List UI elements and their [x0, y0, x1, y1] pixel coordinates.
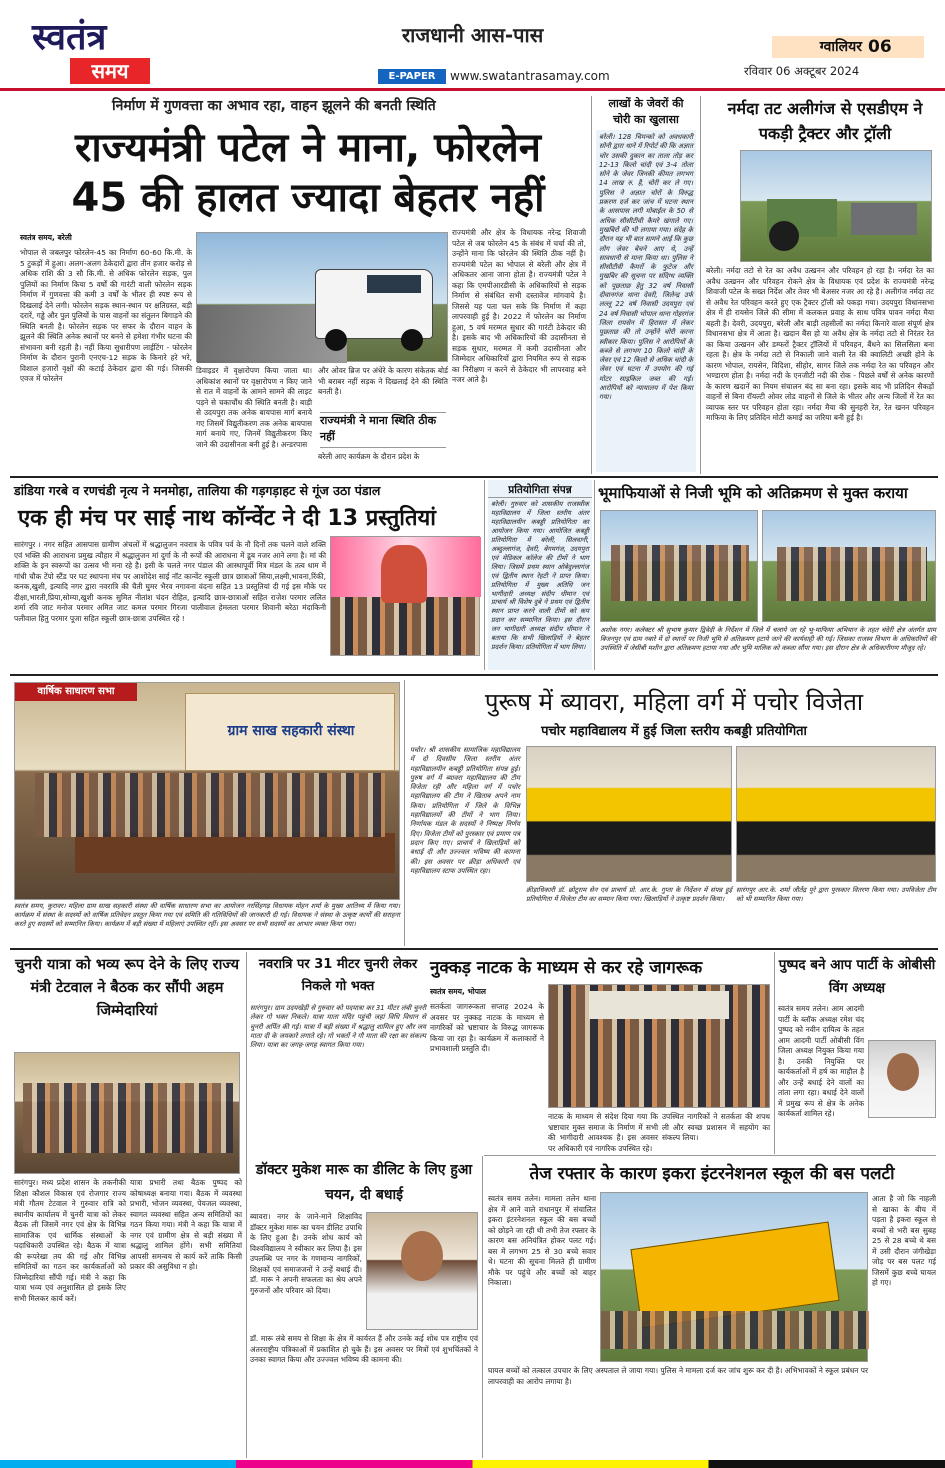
doctor-face — [401, 1231, 443, 1281]
lead-headline-2: 45 की हालत ज्यादा बेहतर नहीं — [71, 175, 545, 221]
bus-headline: तेज रफ्तार के कारण इकरा इंटरनेशनल स्कूल की बस पलटी — [529, 1164, 895, 1184]
sabha-people — [35, 773, 385, 837]
lead-headline-1: राज्यमंत्री पटेल ने माना, फोरलेन — [75, 125, 541, 171]
masthead-rule — [0, 88, 945, 91]
lead-col-3b: बरेली आए कार्यक्रम के दौरान प्रदेश के — [318, 452, 420, 461]
navratri-headline: नवरात्रि पर 31 मीटर चुनरी लेकर निकले गो भक्त — [258, 957, 418, 994]
city-tab — [772, 36, 924, 58]
chunari-body-1: सारंगपुर। मध्य प्रदेश शासन के तकनीकी शिक्षा कौशल विकास एवं रोजगार राज्य मंत्री गौतम टेटवाल ने गुरुवार रात्रि को स्थानीय कार्यालय में चुनरी यात्रा को लेकर बैठक ली जिसमें नगर एवं क्षेत्र के विभिन्न सामाजिक एवं धार्मिक संस्थाओं के पदाधिकारी उपस्थित रहे। बैठक में यात्रा की रूपरेखा तय की गई और विभिन्न समितियों का गठन कर कार्यकर्ताओं को जिम्मेदारियां सौंपी गई। मंत्री ने कहा कि यात्रा भव्य एवं अनुशासित हो इसके लिए सभी मिलकर कार्य करें। — [14, 1178, 126, 1303]
lead-kicker: निर्माण में गुणवत्ता का अभाव रहा, वाहन झूलने की बनती स्थिति — [112, 98, 436, 114]
lead-col-2: डिवाइडर में वृक्षारोपण किया जाता था। अधिकांश स्थानों पर वृक्षारोपण न किए जाने से रात में वाहनों के आमने सामने की लाइट पड़ने से चकाचौंध की स्थिति बनती है। बाड़ी से उदयपुरा तक अनेक बायपास मार्ग बनाये गए जिसमें विद्युतीकरण तक अनेक बायपास मार्ग बनाये गए, जिनमें विद्युतीकरण किए जाने की उदासीनता बनी हुई है। अन्डरपास — [196, 366, 312, 449]
suv-window — [367, 275, 421, 293]
row-rule-4 — [484, 1155, 936, 1156]
nukkad-banner — [589, 991, 729, 1019]
nukkad-body-3: उपस्थित नागरिकों ने सतर्कता की शपथ ली और स्वच्छ प्रशासन में सहयोग का संकल्प लिया। — [662, 1112, 770, 1143]
epaper-badge: E-PAPER — [378, 69, 446, 84]
kabaddi-caption-2: सारंगपुर आर.के. शर्मा जीतेंद्र पुरे द्वारा पुरस्कार वितरण किया गया। उपविजेता टीम को भी सम्मानित किया गया। — [736, 886, 936, 903]
land-people-2 — [777, 547, 927, 601]
lead-pullquote: राज्यमंत्री ने माना स्थिति ठीक नहीं — [320, 412, 446, 448]
highway-photo — [196, 232, 448, 362]
sabha-banner-text: ग्राम साख सहकारी संस्था — [227, 723, 355, 739]
row-rule-2 — [10, 674, 938, 676]
obc-portrait — [868, 1040, 936, 1118]
kabaddi-body: पचोर। श्री शासकीय सामाजिक महाविद्यालय में दो दिवसीय जिला स्तरीय अंतर महाविद्यालयीन कबड्डी प्रतियोगिता संपन्न हुई। पुरुष वर्ग में ब्यावरा महाविद्यालय की टीम विजेता रही और महिला वर्ग में पचोर महाविद्यालय की टीम ने खिताब अपने नाम किया। प्रतियोगिता में जिले के विभिन्न महाविद्यालयों की टीमों ने भाग लिया। निर्णायक मंडल के सदस्यों ने निष्पक्ष निर्णय दिए। विजेता टीमों को पुरस्कार एवं प्रमाण पत्र प्रदान किए गए। प्राचार्य ने खिलाड़ियों को बधाई दी और उज्ज्वल भविष्य की कामना की। इस अवसर पर क्रीड़ा अधिकारी एवं महाविद्यालय स्टाफ उपस्थित रहा। — [410, 746, 520, 875]
goddess-idol — [381, 545, 427, 603]
nukkad-byline: स्वतंत्र समय, भोपाल — [430, 987, 486, 996]
nukkad-body-1: सतर्कता जागरूकता सप्ताह 2024 के अवसर पर नुक्कड़ नाटक के माध्यम से नागरिकों को भ्रष्टाचार के विरुद्ध जागरूक किया जा रहा है। कार्यक्रम में कलाकारों ने प्रभावशाली प्रस्तुति दी। — [430, 1002, 544, 1054]
lead-byline: स्वतंत्र समय, बरेली — [20, 233, 72, 242]
issue-date: रविवार 06 अक्टूबर 2024 — [744, 64, 860, 78]
color-bar — [0, 1460, 945, 1468]
sabha-caption: स्वतंत्र समय, कुरावर। महिला ग्राम साख सहकारी संस्था की वार्षिक साधारण सभा का आयोजन नरसिंहगढ़ विधायक मोहन शर्मा के मुख्य आतिथ्य में किया गया। कार्यक्रम में संस्था के सदस्यों को वार्षिक प्रतिवेदन प्रस्तुत किया गया एवं समिति की गतिविधियों की जानकारी दी गई। विधायक ने संस्था के उत्कृष्ट कार्यों की सराहना करते हुए सदस्यों को सम्मानित किया। कार्यक्रम में बड़ी संख्या में महिलाएं उपस्थित रहीं। इस अवसर पर सभी सदस्यों का आभार व्यक्त किया गया। — [14, 902, 400, 928]
chunari-people — [23, 1083, 233, 1153]
tractor-wheel — [769, 221, 799, 251]
land-photo-2 — [762, 510, 936, 622]
logo-top: स्वतंत्र — [32, 17, 107, 58]
row-rule-1 — [10, 476, 938, 478]
city-name: ग्वालियर — [819, 39, 862, 55]
nukkad-body-2: नाटक के माध्यम से संदेश दिया गया कि भ्रष्टाचार मुक्त समाज के निर्माण में सभी की भागीदारी आवश्यक है। इस अवसर पर अधिकारी एवं नागरिक उपस्थित रहे। — [548, 1112, 658, 1153]
garba-stage-photo — [330, 536, 480, 656]
kabaddi-headline: पुरूष में ब्यावरा, महिला वर्ग में पचोर विजेता — [484, 688, 864, 716]
divider-doctor-bus — [482, 1156, 483, 1458]
land-photo-1 — [600, 510, 758, 622]
obc-body: स्वतंत्र समय तलेन। आम आदमी पार्टी के ब्लॉक अध्यक्ष रमेश चंद पुष्पद को नवीन दायित्व के तहत आम आदमी पार्टी ओबीसी विंग जिला अध्यक्ष नियुक्त किया गया है। उनकी नियुक्ति पर कार्यकर्ताओं में हर्ष का माहौल है और उन्हें बधाई देने वालों का तांता लगा रहा। बधाई देने वालों में प्रमुख रूप से क्षेत्र के अनेक कार्यकर्ता शामिल रहे। — [778, 1004, 864, 1119]
doctor-headline: डॉक्टर मुकेश मारू का डीलिट के लिए हुआ चयन, दी बधाई — [255, 1162, 473, 1203]
navratri-body: सारंगपुर। ग्राम उदयखेड़ी से गुरुवार को पदयात्रा कर 31 मीटर लंबी चुनरी लेकर गो भक्त निकले। यात्रा माता मंदिर पहुंची जहां विधि विधान से चुनरी अर्पित की गई। यात्रा में बड़ी संख्या में श्रद्धालु शामिल हुए और जय माता दी के जयकारे लगाते रहे। गो भक्तों ने गौ माता की रक्षा का संकल्प लिया। यात्रा का जगह-जगह स्वागत किया गया। — [250, 1004, 426, 1050]
bus-body-2: घायल बच्चों को तत्काल उपचार के लिए अस्पताल ले जाया गया। पुलिस ने मामला दर्ज कर जांच शुरू कर दी है। अभिभावकों ने स्कूल प्रबंधन पर लापरवाही का आरोप लगाया है। — [488, 1366, 868, 1386]
narmada-body: बरेली। नर्मदा तटो से रेत का अवैध उत्खनन और परिवहन हो रहा है। नर्मदा रेत का अवैध उत्खनन और परिवहन रोकने क्षेत्र के विधायक एवं प्रदेश के राज्यमंत्री नरेन्द्र शिवाजी पटेल के सख्त निर्देश और तेवर भी बेअसर नजर आ रहे है। अलीगंज नर्मदा तट से अवैध रेत परिवहन करते हुए एक ट्रैक्टर ट्रॉली को पकड़ा गया। उदयपुरा विधानसभा क्षेत्र में ही रायसेन जिले की सीमा में कलकल प्रवाह के साथ पवित्र पावन नर्मदा मैया बहती है। देवरी, उदयपुरा, बरेली और बाड़ी तहसीलों का नर्मदा किनारे वाला संपूर्ण क्षेत्र विधानसभा क्षेत्र में आता है। खदान बैंस हो या अवैध क्षेत्र के नर्मदा तटो से निरंतर रेत का किया उत्खनन और डम्फरों ट्रैक्टर ट्रॉलियों में परिवहन, बैंधने का सिलसिला बना रहता है। क्षेत्र के नर्मदा तटो से निकाली जाने वाली रेत की क्वालिटी अच्छी होने के कारण भोपाल, रायसेन, विदिशा, सीहोर, सागर जिले तक नर्मदा रेत का परिवहन और भण्डारण होता है। नर्मदा नदी के एनजीटी नदी की रोक - पिछले वर्षों से अनेक कारणों के कारण खदानें का नियम संचालन बंद सा बना रहा। इसके बाद भी प्रतिदिन सैकड़ों वाहनों से बिना रॉयल्टी ओवर लोड वाहनों से जिले के भीतर और अन्य जिलों में रेत का व्यापक स्तर पर परिवहन होता रहा। नर्मदा मैया की सुनहरी रेत, रेत खनन परिवहन माफिया के लिए प्रतिदिन मोटी कमाई का जरिया बनी हुई है। — [706, 266, 934, 423]
kabaddi-box — [488, 480, 592, 670]
garba-body: सारंगपुर । नगर सहित आसपास ग्रामीण अंचलों में श्रद्धालुजन नवरात्र के पवित्र पर्व के नौ दिनों तक चलने वाले शक्ति एवं भक्ति की आराधना प्रमुख त्यौहार में श्रद्धालुजन मां दुर्गा के नौ रूपों की आराधना में डूब नजर आने लगा है। मां की शक्ति के इन स्वरूपों का उत्सव भी मना रहे है। इसी के चलते नगर पंडाल की आस्थापूर्वी मित्र मंडल के तत्व धाम में गांधी चौक टेंपो स्टैंड पर घट स्थापना मंच पर आशोदेश साई नॉट कान्वेंट स्कूली छात्र छात्राओं सिया,लक्ष्मी,भावना,रिंकी, कनक,खुशी, इत्यादि नगर द्वारा नवरात्रि की चैती घुमर भैरव नगावना वंदना सहित 13 प्रस्तुतियां दी गई इस मौके पर दीक्षा,भारती,प्रिया,सोम्या,खुशी कनक सुमित नीतांश चंदन रोहित, इत्यादि छात्र-छात्राओं सहित राजेश परमार ललित शर्मा रवि जाट मनोज परमार अमित जाट कमल परमार गिरजा पालीवाल हेमलता परमार शिवानी बरेठा मंदाकिनी पलीवाल हितु परमार पूजा सहित स्कूली छात्र-छात्रा उपस्थित रहे ! — [14, 540, 326, 623]
narmada-headline: नर्मदा तट अलीगंज से एसडीएम ने पकड़ी ट्रैक्टर और ट्रॉली — [727, 99, 923, 143]
section-title: राजधानी आस-पास — [402, 23, 544, 47]
kabaddi-box-headline: प्रतियोगिता संपन्न — [488, 482, 592, 498]
page-number: 06 — [868, 37, 892, 57]
jewel-body: बरेली। 128 चिमन्को को अवधकारी सोनी द्वारा थाने में रिपोर्ट की कि अज्ञात चोर उसकी दुकान का ताला तोड़ कर 12-13 किलो चांदी एवं 3-4 तोला सोने के जेवर जिनकी कीमत लगभग 14 लाख रु. है, चोरी कर ले गए। पुलिस ने अज्ञात चोरों के विरुद्ध प्रकरण दर्ज कर जांच में घटना स्थान के आसपास लगी मोबाईल के 50 से अधिक सीसीटीवी कैमरे खंगाले गए। मुखबिरों की भी लगाया गया। संदेह के दौरान यह भी बात सामने आई कि कुछ लोग जेवर बेचने आए थे, उन्हें सावधानी से माना किया था। पुलिस ने सीसीटीवी कैमरों के फुटेज और मुखबिर की सूचना पर संदिग्ध व्यक्ति को पूछताछ हेतु 32 वर्ष निवासी दीवानगंज थाना देवरी, जिलेन्द्र उर्फ लल्लू 22 वर्ष निवासी उदयपुरा एवं 24 वर्ष निवासी भोपाल थाना गोहरगंज जिला रायसेन में हिरासत में लेकर पूछताछ की तो उन्होंने चोरी करना स्वीकार किया। पुलिस ने आरोपियों के कब्जे से लगभग 10 किलो चांदी के जेवर एवं 12 किलो से अधिक चांदी के जेवर एवं घटना में उपयोग की गई मोटर साइकिल जब्त की गई। आरोपियों को न्यायालय में पेश किया गया। — [599, 133, 693, 402]
divider-nukkad-obc — [774, 952, 775, 1154]
lead-col-1: भोपाल से जबलपुर फोरलेन-45 का निर्माण 60-60 कि.मी. के 5 टुकड़ों में हुआ। अलग-अलग ठेकेदारों द्वारा तीन हजार करोड़ से अधिक राशि की 3 सौ कि.मी. से अधिक फोरलेन सड़क, पुल पुलियों का निर्माण किया 5 वर्षों की गारंटी वाली फोरलेन सड़क निर्माण में गुणवत्ता की कमी 3 वर्षों के भीतर ही स्पष्ट रूप से दिखलाई देने लगी। फोरलेन सड़क स्थान-स्थान पर क्षतिग्रस्त, बड़ी दरारें, गड्ढे और पुल पुलियों के पास वाहनों का संतुलन बिगाड़ने की स्थिति बनती है। फोरलेन सड़क पर सफर के दौरान वाहन के झूलने की स्थिति अनेक स्थानों पर बनने से हमेशा गंभीर घटना की संभावना बनी रहती है। नहीं किया सुधारीपण लाईटिंग - फोरलेन निर्माण के दौरान पुरानी एनएच-12 सड़क के किनारे हरे भरे, विशाल हजारों वृक्षों की कटाई ठेकेदार द्वारा की गई। जिसकी एवज में फोरलेन — [20, 248, 192, 384]
jewel-box — [596, 130, 696, 472]
divider-lead-jewel — [591, 96, 592, 474]
lead-col-3: और ओवर ब्रिज पर अंधेरे के कारण संकेतक बोर्ड भी बराबर नहीं सड़क ने दिखलाई देने की स्थिति बनती है। — [318, 366, 448, 397]
suv-wheel-front — [325, 329, 347, 351]
bus-photo — [600, 1192, 868, 1362]
chunari-headline: चुनरी यात्रा को भव्य रूप देने के लिए राज्य मंत्री टेटवाल ने बैठक कर सौंपी अहम जिम्मेदारियां — [14, 957, 240, 1019]
obc-face — [887, 1053, 919, 1091]
nukkad-headline: नुक्कड़ नाटक के माध्यम से कर रहे जागरूक — [430, 958, 703, 978]
kabaddi-subhead: पचोर महाविद्यालय में हुई जिला स्तरीय कबड्डी प्रतियोगिता — [541, 724, 807, 739]
logo-bottom: समय — [91, 59, 129, 83]
masthead — [0, 0, 945, 92]
kabaddi-team-photo-1 — [526, 746, 732, 882]
divider-kabaddibox-land — [594, 480, 595, 670]
chunari-body-2: यात्रा प्रभारी तथा बैठक पुष्पद को कोषाध्यक्ष बनाया गया। बैठक में व्यवस्था प्रभारी, भोजन व्यवस्था, पेयजल व्यवस्था, स्वागत व्यवस्था सहित अन्य समितियों का गठन किया गया। मंत्री ने कहा कि यात्रा में नगर एवं ग्रामीण क्षेत्र से बड़ी संख्या में श्रद्धालु शामिल होंगे। सभी समितियां आपसी समन्वय से कार्य करें ताकि किसी प्रकार की असुविधा न हो। — [130, 1178, 242, 1272]
sabha-table — [75, 833, 395, 873]
land-headline: भूमाफियाओं से निजी भूमि को अतिक्रमण से मुक्त कराया — [598, 484, 908, 502]
sabha-label: वार्षिक साधारण सभा — [15, 683, 137, 701]
bus-onlookers — [601, 1311, 869, 1349]
bus-body-3: आता है जो कि नाहली से खाका के बीच में पड़ता है इकरा स्कूल से बच्चों से भरी बस सुबह 25 से 28 बच्चे थे बस में उसी दौरान जंगीखेड़ा जोड़ पर बस पलट गई जिसमें कुछ बच्चे घायल हो गए। — [872, 1194, 936, 1288]
row-rule-3 — [10, 948, 938, 950]
trolley — [851, 203, 917, 235]
land-people-1 — [611, 545, 749, 601]
kabaddi-box-body: बरेली। गुरुवार को शासकीय राजस्वीक महाविद्यालय में जिला स्तरीय अंतर महाविद्यालयीन कबड्डी प्रतियोगिता का आयोजन किया गया। आयोजित कबड्डी प्रतियोगिता में बरेली, सिलवानी, अब्दुल्लागंज, देवरी, बेगमगंज, उदयपुरा एवं मेडिकल कॉलेज की टीमों ने भाग लिया। जिसमें प्रथम स्थान ओबेदुल्लागंज एवं द्वितीय स्थान रेहटी ने प्राप्त किया। प्रतियोगिता में मुख्य अतिथि जन भागीदारी अध्यक्ष संदीप धीमान एवं प्राचार्य श्री विशेष दुबे ने प्रथम एवं द्वितीय स्थान प्राप्त करने वाली टीमों को कप प्रदान कर सम्मानित किया। इस दौरान जन भागीदारी अध्यक्ष संदीप धीमान ने बताया कि सभी खिलाड़ियों ने बेहतर प्रदर्शन किया। प्रतियोगिता में भाग लिया। — [491, 500, 589, 652]
suv-wheel-rear — [401, 329, 423, 351]
kabaddi-team-photo-2 — [736, 746, 936, 882]
garba-headline: एक ही मंच पर साई नाथ कॉन्वेंट ने दी 13 प्रस्तुतियां — [18, 506, 437, 531]
bus-body: स्वतंत्र समय तलेन। मामला तलेन थाना क्षेत्र में आने वाले राधानपुर में संचालित इकरा इंटरनेशनल स्कूल की बस बच्चों को छोड़ने जा रही थी तभी तेज रफ्तार के कारण बस अनियंत्रित होकर पलट गई। बस में लगभग 25 से 30 बच्चे सवार थे। घटना की सूचना मिलते ही ग्रामीण मौके पर पहुंचे और बच्चों को बाहर निकाला। — [488, 1194, 596, 1288]
kabaddi-caption-1: क्रीड़ाधिकारी डॉ. छोटूराम सेन एवं प्राचार्य प्रो. आर.के. गुप्ता के निर्देशन में संपन्न हुई प्रतियोगिता में विजेता टीम का सम्मान किया गया। खिलाड़ियों ने उत्कृष्ट प्रदर्शन किया। — [526, 886, 732, 903]
doctor-body-1: ब्यावरा। नगर के जाने-माने शिक्षाविद डॉक्टर मुकेश मारू का चयन डीलिट उपाधि के लिए हुआ है। उनके शोध कार्य को विश्वविद्यालय ने स्वीकार कर लिया है। इस उपलब्धि पर नगर के गणमान्य नागरिकों, शिक्षकों एवं समाजजनों ने उन्हें बधाई दी। डॉ. मारू ने अपनी सफलता का श्रेय अपने गुरुजनों और परिवार को दिया। — [250, 1212, 362, 1295]
sabha-banner — [185, 693, 395, 771]
divider-chunari-navratri — [246, 952, 247, 1458]
jewel-headline: लाखों के जेवरों की चोरी का खुलासा — [608, 97, 684, 126]
divider-garba-kabaddibox — [484, 480, 485, 670]
doctor-portrait — [366, 1212, 478, 1330]
chunari-photo — [14, 1052, 240, 1174]
tractor-photo — [740, 150, 932, 262]
nukkad-photo — [548, 984, 770, 1108]
obc-headline: पुष्पद बने आप पार्टी के ओबीसी विंग अध्यक्ष — [778, 957, 936, 996]
land-caption: अशोक नगर। कलेक्टर श्री सुभाष कुमार द्विवेदी के निर्देशन में जिले में चलाये जा रहे भू-माफिया अभियान के तहत चंदेरी क्षेत्र अंतर्गत ग्राम बिजनपुर एवं ग्राम नबारे में दो स्थानों पर निजी भूमि से अतिक्रमण हटाये जाने की कार्यवाही की गई। जिसका राजस्व विभाग के अधिकारियों की उपस्थिति में जेसीबी मशीन द्वारा अतिक्रमण हटाया गया और भूमि मालिक को कब्जा सौंपा गया। इस दौरान क्षेत्र के अधिकारीगण मौजूद रहे। — [600, 626, 936, 652]
divider-sabha-kabaddi — [404, 680, 405, 946]
logo-bottom-box — [70, 58, 150, 84]
divider-jewel-narmada — [700, 96, 701, 474]
lead-col-4: राज्यमंत्री और क्षेत्र के विधायक नरेन्द्र शिवाजी पटेल से जब फोरलेन 45 के संबंध में चर्चा की तो, उन्होंने माना कि फोरलेन की स्थिति ठीक नहीं है। राज्यमंत्री पटेल का भोपाल से बरेली और क्षेत्र में अधिकतर आना जाना होता है। राज्यमंत्री पटेल ने कहा कि एमपीआरडीसी के अधिकारियों से सड़क निर्माण से संबंधित सभी दस्तावेज मांगवाये है। जिससे यह पता चल सके कि निर्माण में कहा लापरवाही हुई है। 2022 में फोरलेन का निर्माण हुआ, 5 वर्ष मरम्मत सुधार की गारंटी ठेकेदार की है। इसके बाद भी अधिकारियों की उदासीनता से सड़क सुधार, मरम्मत में कमी उदासीनता और जिम्मेदार अधिकारियों द्वारा नियमित रूप से सड़क का निरीक्षण न करने से ठेकेदार भी लापरवाह बने नजर आते है। — [452, 228, 586, 385]
site-url[interactable]: www.swatantrasamay.com — [450, 69, 610, 83]
sabha-photo — [14, 682, 400, 900]
doctor-body-2: डॉ. मारू लंबे समय से शिक्षा के क्षेत्र में कार्यरत हैं और उनके कई शोध पत्र राष्ट्रीय एवं अंतरराष्ट्रीय पत्रिकाओं में प्रकाशित हो चुके हैं। इस अवसर पर मित्रों एवं शुभचिंतकों ने उनका स्वागत किया और उज्ज्वल भविष्य की कामना की। — [250, 1334, 478, 1365]
garba-kicker: डांडिया गरबे व रणचंडी नृत्य ने मनमोहा, तालिया की गड़गड़ाहट से गूंज उठा पंडाल — [14, 483, 381, 498]
